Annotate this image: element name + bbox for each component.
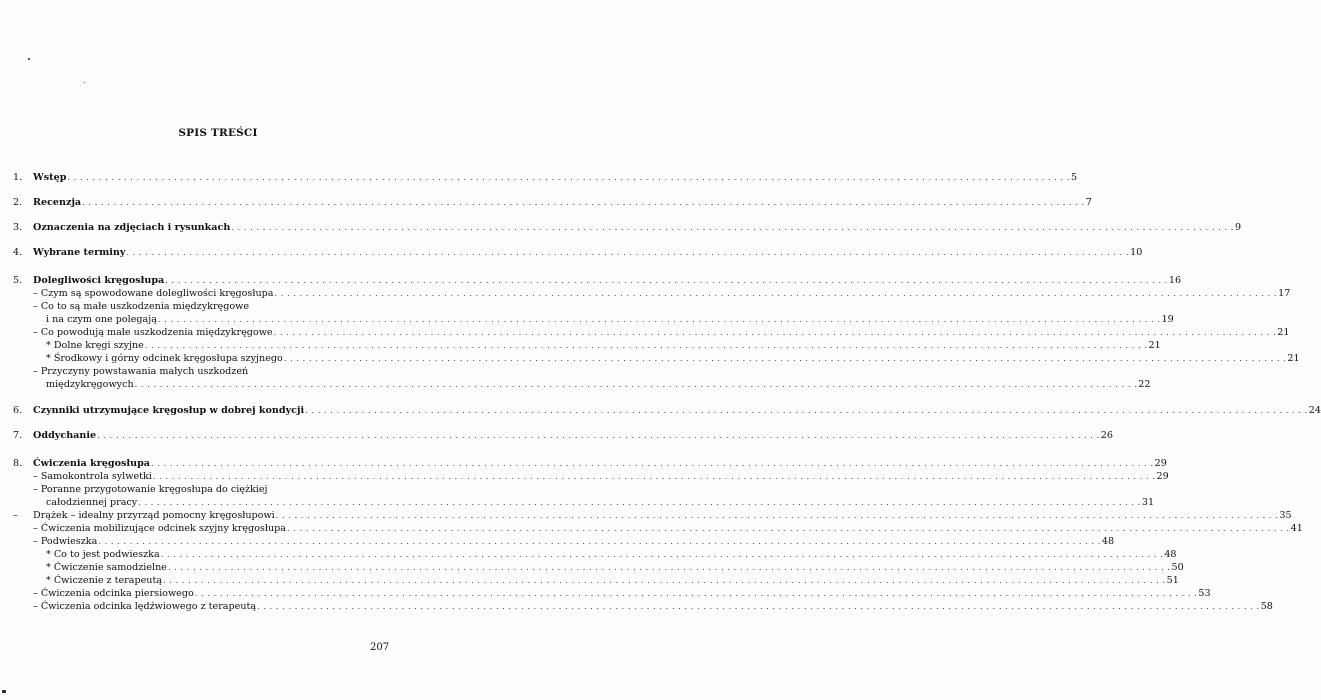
dot-leader: . . . . . . . . . . . . . . . . . . . . . . . . . . . . . . . . . . . . . . . . . . . . . . . . . . . . . . . . . . . . . . . . . . . . . . . . . . . . . . . . . . . . . . . . . . . . . . . . . . . . . . . . . . . . . . . . . . . . . . . . . . . . . . . . . . . . . . . . . . . . . . . . . . . . . . . . . . . . . . . . [194, 589, 1198, 598]
toc-entry-number: 2. [13, 197, 23, 208]
dot-leader: . . . . . . . . . . . . . . . . . . . . . . . . . . . . . . . . . . . . . . . . . . . . . . . . . . . . . . . . . . . . . . . . . . . . . . . . . . . . . . . . . . . . . . . . . . . . . . . . . . . . . . . . . . . . . . . . . . . . . . . . . . . . . . . . . . . . . . . . . . . . . . . . . . . . . . . . . . . . . . . . [274, 289, 1278, 298]
toc-entry-title: – Co to są małe uszkodzenia międzykręgowe [33, 301, 250, 312]
toc-entry [0, 196, 1092, 209]
toc-entry-page: 22 [1138, 379, 1151, 390]
toc-entry [0, 457, 1167, 470]
dot-leader: . . . . . . . . . . . . . . . . . . . . . . . . . . . . . . . . . . . . . . . . . . . . . . . . . . . . . . . . . . . . . . . . . . . . . . . . . . . . . . . . . . . . . . . . . . . . . . . . . . . . . . . . . . . . . . . . . . . . . . . . . . . . . . . . . . . . . . . . . . . . . . . . . . . . . . . . . . . . . . . . [97, 431, 1100, 440]
toc-entry-title: całodziennej pracy [46, 497, 138, 508]
toc-entry-title: międzykręgowych [46, 379, 134, 390]
dot-leader: . . . . . . . . . . . . . . . . . . . . . . . . . . . . . . . . . . . . . . . . . . . . . . . . . . . . . . . . . . . . . . . . . . . . . . . . . . . . . . . . . . . . . . . . . . . . . . . . . . . . . . . . . . . . . . . . . . . . . . . . . . . . . . . . . . . . . . . . . . . . . . . . . . . . . . . . . . . . . . . . [138, 498, 1141, 507]
toc-entry [0, 587, 1211, 600]
dot-leader: . . . . . . . . . . . . . . . . . . . . . . . . . . . . . . . . . . . . . . . . . . . . . . . . . . . . . . . . . . . . . . . . . . . . . . . . . . . . . . . . . . . . . . . . . . . . . . . . . . . . . . . . . . . . . . . . . . . . . . . . . . . . . . . . . . . . . . . . . . . . . . . . . . . . . . . . . . . . . . . . [67, 173, 1071, 182]
toc-entry-number: 6. [13, 405, 23, 416]
toc-entry-title: Czynniki utrzymujące kręgosłup w dobrej kondycji [33, 405, 305, 416]
dot-leader: . . . . . . . . . . . . . . . . . . . . . . . . . . . . . . . . . . . . . . . . . . . . . . . . . . . . . . . . . . . . . . . . . . . . . . . . . . . . . . . . . . . . . . . . . . . . . . . . . . . . . . . . . . . . . . . . . . . . . . . . . . . . . . . . . . . . . . . . . . . . . . . . . . . . . . . . . . . . . . . . [287, 524, 1290, 533]
toc-entry [0, 352, 1300, 365]
toc-entry-page: 21 [1287, 353, 1300, 364]
toc-entry-page: 21 [1148, 340, 1161, 351]
toc-entry-title: Drążek – idealny przyrząd pomocny kręgosłupowi [33, 510, 275, 521]
toc-entry-title: * Środkowy i górny odcinek kręgosłupa szyjnego [46, 353, 283, 364]
toc-entry-page: 51 [1166, 575, 1179, 586]
toc-entry-page: 48 [1164, 549, 1177, 560]
toc-entry-page: 29 [1154, 458, 1167, 469]
toc-entry [0, 522, 1303, 535]
toc-entry-title: – Ćwiczenia odcinka lędźwiowego z terapeutą [33, 601, 257, 612]
toc-entry [0, 470, 1169, 483]
toc-entry-title: Dolegliwości kręgosłupa [33, 275, 165, 286]
toc-entry-number: 3. [13, 222, 23, 233]
toc-entry [0, 574, 1179, 587]
toc-entry-page: 29 [1156, 471, 1169, 482]
toc-entry-title: – Czym są spowodowane dolegliwości kręgosłupa [33, 288, 274, 299]
toc-entry-number: 7. [13, 430, 23, 441]
dot-leader: . . . . . . . . . . . . . . . . . . . . . . . . . . . . . . . . . . . . . . . . . . . . . . . . . . . . . . . . . . . . . . . . . . . . . . . . . . . . . . . . . . . . . . . . . . . . . . . . . . . . . . . . . . . . . . . . . . . . . . . . . . . . . . . . . . . . . . . . . . . . . . . . . . . . . . . . . . . . . . . . [163, 576, 1166, 585]
dot-leader: . . . . . . . . . . . . . . . . . . . . . . . . . . . . . . . . . . . . . . . . . . . . . . . . . . . . . . . . . . . . . . . . . . . . . . . . . . . . . . . . . . . . . . . . . . . . . . . . . . . . . . . . . . . . . . . . . . . . . . . . . . . . . . . . . . . . . . . . . . . . . . . . . . . . . . . . . . . . . . . . [82, 198, 1085, 207]
toc-entry [0, 221, 1242, 234]
toc-entry-title: * Ćwiczenie z terapeutą [46, 575, 163, 586]
dot-leader: . . . . . . . . . . . . . . . . . . . . . . . . . . . . . . . . . . . . . . . . . . . . . . . . . . . . . . . . . . . . . . . . . . . . . . . . . . . . . . . . . . . . . . . . . . . . . . . . . . . . . . . . . . . . . . . . . . . . . . . . . . . . . . . . . . . . . . . . . . . . . . . . . . . . . . . . . . . . . . . . [283, 354, 1287, 363]
toc-entry-title: Ćwiczenia kręgosłupa [33, 458, 151, 469]
toc-entry-page: 19 [1161, 314, 1174, 325]
toc-entry [0, 300, 436, 313]
toc-entry-title: – Przyczyny powstawania małych uszkodzeń [33, 366, 249, 377]
toc-entry [0, 313, 1174, 326]
toc-entry-page: 48 [1101, 536, 1115, 547]
toc-entry [0, 365, 436, 378]
toc-entry-title: * Ćwiczenie samodzielne [46, 562, 167, 573]
toc-entry-page: 16 [1168, 275, 1182, 286]
toc-entry-page: 5 [1071, 172, 1078, 183]
toc-entry-title: Wstęp [33, 172, 67, 183]
toc-entry-title: – Samokontrola sylwetki [33, 471, 152, 482]
scan-speck [2, 690, 6, 693]
dot-leader: . . . . . . . . . . . . . . . . . . . . . . . . . . . . . . . . . . . . . . . . . . . . . . . . . . . . . . . . . . . . . . . . . . . . . . . . . . . . . . . . . . . . . . . . . . . . . . . . . . . . . . . . . . . . . . . . . . . . . . . . . . . . . . . . . . . . . . . . . . . . . . . . . . . . . . . . . . . . . . . . [275, 511, 1279, 520]
dot-leader: . . . . . . . . . . . . . . . . . . . . . . . . . . . . . . . . . . . . . . . . . . . . . . . . . . . . . . . . . . . . . . . . . . . . . . . . . . . . . . . . . . . . . . . . . . . . . . . . . . . . . . . . . . . . . . . . . . . . . . . . . . . . . . . . . . . . . . . . . . . . . . . . . . . . . . . . . . . . . . . . [305, 406, 1308, 415]
toc-entry [0, 548, 1177, 561]
toc-entry-title: * Co to jest podwieszka [46, 549, 160, 560]
toc-entry-number: 8. [13, 458, 23, 469]
toc-entry-page: 9 [1234, 222, 1242, 233]
toc-entry-title: Recenzja [33, 197, 82, 208]
toc-entry [0, 274, 1182, 287]
toc-entry [0, 509, 1292, 522]
toc-entry-title: – Ćwiczenia mobilizujące odcinek szyjny kręgosłupa [33, 523, 287, 534]
toc-entry-page: 26 [1100, 430, 1113, 441]
toc-entry-number: 1. [13, 172, 23, 183]
dot-leader: . . . . . . . . . . . . . . . . . . . . . . . . . . . . . . . . . . . . . . . . . . . . . . . . . . . . . . . . . . . . . . . . . . . . . . . . . . . . . . . . . . . . . . . . . . . . . . . . . . . . . . . . . . . . . . . . . . . . . . . . . . . . . . . . . . . . . . . . . . . . . . . . . . . . . . . . . . . . . . . . [126, 248, 1130, 257]
toc-entry-number: 5. [13, 275, 23, 286]
toc-entry-page: 7 [1085, 197, 1092, 208]
page-title: SPIS TREŚCI [178, 127, 258, 139]
toc-entry-title: * Dolne kręgi szyjne [46, 340, 144, 351]
toc-entry-title: Wybrane terminy [33, 247, 126, 258]
scan-speck [84, 82, 85, 83]
toc-entry-page: 53 [1198, 588, 1211, 599]
toc-entry-page: 10 [1130, 247, 1143, 258]
dot-leader: . . . . . . . . . . . . . . . . . . . . . . . . . . . . . . . . . . . . . . . . . . . . . . . . . . . . . . . . . . . . . . . . . . . . . . . . . . . . . . . . . . . . . . . . . . . . . . . . . . . . . . . . . . . . . . . . . . . . . . . . . . . . . . . . . . . . . . . . . . . . . . . . . . . . . . . . . . . . . . . . [165, 276, 1168, 285]
dot-leader: . . . . . . . . . . . . . . . . . . . . . . . . . . . . . . . . . . . . . . . . . . . . . . . . . . . . . . . . . . . . . . . . . . . . . . . . . . . . . . . . . . . . . . . . . . . . . . . . . . . . . . . . . . . . . . . . . . . . . . . . . . . . . . . . . . . . . . . . . . . . . . . . . . . . . . . . . . . . . . . . [157, 315, 1161, 324]
toc-entry [0, 339, 1161, 352]
toc-entry [0, 171, 1078, 184]
toc-entry-page: 21 [1277, 327, 1290, 338]
toc-entry [0, 600, 1273, 613]
dot-leader: . . . . . . . . . . . . . . . . . . . . . . . . . . . . . . . . . . . . . . . . . . . . . . . . . . . . . . . . . . . . . . . . . . . . . . . . . . . . . . . . . . . . . . . . . . . . . . . . . . . . . . . . . . . . . . . . . . . . . . . . . . . . . . . . . . . . . . . . . . . . . . . . . . . . . . . . . . . . . . . . [151, 459, 1154, 468]
toc-entry-title: – Poranne przygotowanie kręgosłupa do ciężkiej [33, 484, 268, 495]
dot-leader: . . . . . . . . . . . . . . . . . . . . . . . . . . . . . . . . . . . . . . . . . . . . . . . . . . . . . . . . . . . . . . . . . . . . . . . . . . . . . . . . . . . . . . . . . . . . . . . . . . . . . . . . . . . . . . . . . . . . . . . . . . . . . . . . . . . . . . . . . . . . . . . . . . . . . . . . . . . . . . . . [160, 550, 1164, 559]
toc-entry [0, 326, 1290, 339]
toc-entry-title: – Ćwiczenia odcinka piersiowego [33, 588, 194, 599]
toc-entry [0, 496, 1155, 509]
dot-leader: . . . . . . . . . . . . . . . . . . . . . . . . . . . . . . . . . . . . . . . . . . . . . . . . . . . . . . . . . . . . . . . . . . . . . . . . . . . . . . . . . . . . . . . . . . . . . . . . . . . . . . . . . . . . . . . . . . . . . . . . . . . . . . . . . . . . . . . . . . . . . . . . . . . . . . . . . . . . . . . . [231, 223, 1234, 232]
toc-entry [0, 429, 1113, 442]
toc-entry-title: – Co powodują małe uszkodzenia międzykręgowe [33, 327, 273, 338]
toc-entry-title: Oznaczenia na zdjęciach i rysunkach [33, 222, 231, 233]
dot-leader: . . . . . . . . . . . . . . . . . . . . . . . . . . . . . . . . . . . . . . . . . . . . . . . . . . . . . . . . . . . . . . . . . . . . . . . . . . . . . . . . . . . . . . . . . . . . . . . . . . . . . . . . . . . . . . . . . . . . . . . . . . . . . . . . . . . . . . . . . . . . . . . . . . . . . . . . . . . . . . . . [152, 472, 1156, 481]
toc-entry [0, 404, 1321, 417]
page-number: 207 [370, 642, 390, 653]
toc-entry-title: – Podwieszka [33, 536, 98, 547]
dot-leader: . . . . . . . . . . . . . . . . . . . . . . . . . . . . . . . . . . . . . . . . . . . . . . . . . . . . . . . . . . . . . . . . . . . . . . . . . . . . . . . . . . . . . . . . . . . . . . . . . . . . . . . . . . . . . . . . . . . . . . . . . . . . . . . . . . . . . . . . . . . . . . . . . . . . . . . . . . . . . . . . [98, 537, 1101, 546]
toc-entry-page: 58 [1260, 601, 1273, 612]
toc-entry [0, 246, 1143, 259]
toc-entry-page: 24 [1308, 405, 1321, 416]
dot-leader: . . . . . . . . . . . . . . . . . . . . . . . . . . . . . . . . . . . . . . . . . . . . . . . . . . . . . . . . . . . . . . . . . . . . . . . . . . . . . . . . . . . . . . . . . . . . . . . . . . . . . . . . . . . . . . . . . . . . . . . . . . . . . . . . . . . . . . . . . . . . . . . . . . . . . . . . . . . . . . . . [167, 563, 1171, 572]
dot-leader: . . . . . . . . . . . . . . . . . . . . . . . . . . . . . . . . . . . . . . . . . . . . . . . . . . . . . . . . . . . . . . . . . . . . . . . . . . . . . . . . . . . . . . . . . . . . . . . . . . . . . . . . . . . . . . . . . . . . . . . . . . . . . . . . . . . . . . . . . . . . . . . . . . . . . . . . . . . . . . . . [273, 328, 1277, 337]
toc-entry [0, 561, 1184, 574]
toc-entry-page: 50 [1171, 562, 1184, 573]
toc-entry [0, 535, 1115, 548]
scan-speck [28, 58, 30, 60]
toc-entry-page: 17 [1278, 288, 1291, 299]
toc-entry-page: 35 [1279, 510, 1292, 521]
toc-entry-page: 31 [1141, 497, 1155, 508]
toc-entry [0, 287, 1291, 300]
toc-entry-number: 4. [13, 247, 23, 258]
toc-entry-title: Oddychanie [33, 430, 97, 441]
toc-entry-title: i na czym one polegają [46, 314, 157, 325]
toc-entry [0, 378, 1151, 391]
dot-leader: . . . . . . . . . . . . . . . . . . . . . . . . . . . . . . . . . . . . . . . . . . . . . . . . . . . . . . . . . . . . . . . . . . . . . . . . . . . . . . . . . . . . . . . . . . . . . . . . . . . . . . . . . . . . . . . . . . . . . . . . . . . . . . . . . . . . . . . . . . . . . . . . . . . . . . . . . . . . . . . . [144, 341, 1148, 350]
toc-entry-page: 41 [1290, 523, 1303, 534]
dot-leader: . . . . . . . . . . . . . . . . . . . . . . . . . . . . . . . . . . . . . . . . . . . . . . . . . . . . . . . . . . . . . . . . . . . . . . . . . . . . . . . . . . . . . . . . . . . . . . . . . . . . . . . . . . . . . . . . . . . . . . . . . . . . . . . . . . . . . . . . . . . . . . . . . . . . . . . . . . . . . . . . [257, 602, 1260, 611]
dot-leader: . . . . . . . . . . . . . . . . . . . . . . . . . . . . . . . . . . . . . . . . . . . . . . . . . . . . . . . . . . . . . . . . . . . . . . . . . . . . . . . . . . . . . . . . . . . . . . . . . . . . . . . . . . . . . . . . . . . . . . . . . . . . . . . . . . . . . . . . . . . . . . . . . . . . . . . . . . . . . . . . [134, 380, 1138, 389]
toc-entry-number: – [13, 510, 18, 521]
toc-entry [0, 483, 436, 496]
